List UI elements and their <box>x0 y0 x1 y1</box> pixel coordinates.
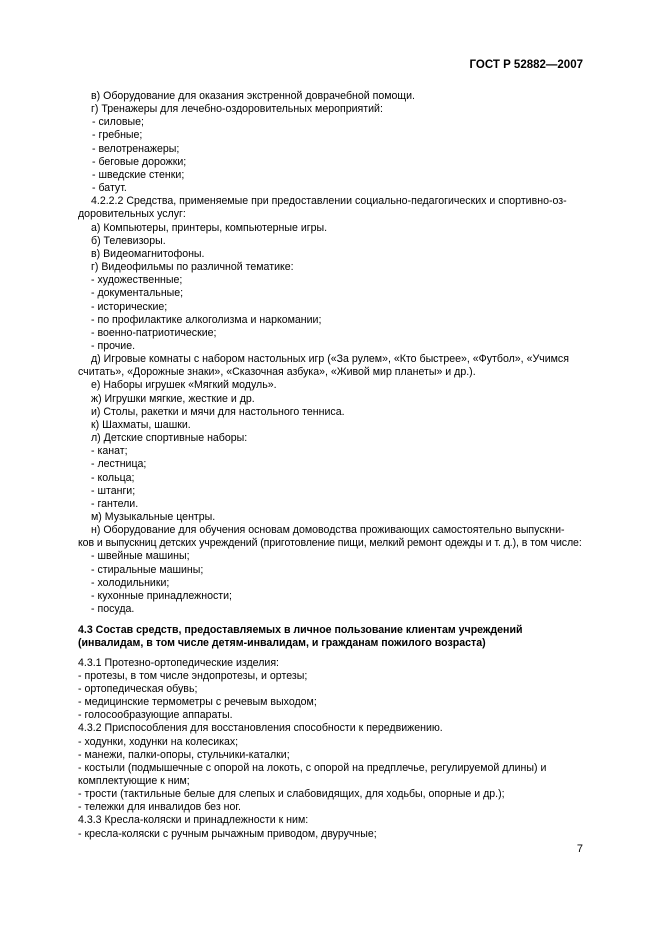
paragraph-line: доровительных услуг: <box>78 208 186 221</box>
list-item: г) Тренажеры для лечебно-оздоровительных мероприятий: <box>91 103 383 116</box>
list-item: - кресла-коляски с ручным рычажным приводом, двуручные; <box>78 827 377 840</box>
document-header: ГОСТ Р 52882—2007 <box>469 59 583 71</box>
list-item: ж) Игрушки мягкие, жесткие и др. <box>91 392 255 405</box>
list-item: комплектующие к ним; <box>78 774 190 787</box>
list-item: б) Телевизоры. <box>91 234 166 247</box>
list-item: м) Музыкальные центры. <box>91 511 216 523</box>
list-item: - силовые; <box>92 116 144 129</box>
list-item: в) Оборудование для оказания экстренной доврачебной помощи. <box>91 90 416 102</box>
list-item: - прочие. <box>91 339 136 352</box>
list-item: е) Наборы игрушек «Мягкий модуль». <box>91 379 277 392</box>
document-body <box>78 90 583 841</box>
paragraph-line: д) Игровые комнаты с набором настольных игр («За рулем», «Кто быстрее», «Футбол», «Учимся <box>91 353 569 366</box>
page-number: 7 <box>576 843 583 855</box>
list-item: к) Шахматы, шашки. <box>91 418 191 431</box>
list-item: в) Видеомагнитофоны. <box>91 247 205 260</box>
list-item: - тележки для инвалидов без ног. <box>78 801 241 814</box>
list-item: л) Детские спортивные наборы: <box>91 432 248 445</box>
section-gap <box>78 616 583 624</box>
paragraph-line: н) Оборудование для обучения основам домоводства проживающих самостоятельно выпускни- <box>91 524 565 537</box>
subsection-title: 4.3.2 Приспособления для восстановления способности к передвижению. <box>78 722 443 735</box>
list-item: - ходунки, ходунки на колесиках; <box>78 735 239 748</box>
subsection-title: 4.3.1 Протезно-ортопедические изделия: <box>78 656 279 669</box>
list-item: - исторические; <box>91 300 168 313</box>
list-item: - беговые дорожки; <box>92 155 187 168</box>
list-item: - кухонные принадлежности; <box>91 589 233 602</box>
list-item: - кольца; <box>91 471 135 484</box>
paragraph-line: 4.2.2.2 Средства, применяемые при предоставлении социально-педагогических и спортивно-оз- <box>91 195 567 208</box>
list-item: - швейные машины; <box>91 550 190 563</box>
list-item: - голосообразующие аппараты. <box>78 709 233 722</box>
section-heading: 4.3 Состав средств, предоставляемых в личное пользование клиентам учреждений <box>78 624 523 637</box>
list-item: - канат; <box>91 445 128 458</box>
list-item: г) Видеофильмы по различной тематике: <box>91 261 294 274</box>
list-item: - штанги; <box>91 484 136 497</box>
list-item: - гребные; <box>92 129 143 142</box>
list-item: - медицинские термометры с речевым выходом; <box>78 696 317 709</box>
list-item: - военно-патриотические; <box>91 326 217 339</box>
list-item: - костыли (подмышечные с опорой на локоть, с опорой на предплечье, регулируемой длины) и <box>78 761 547 774</box>
list-item: - документальные; <box>91 287 184 300</box>
section-heading: (инвалидам, в том числе детям-инвалидам, и гражданам пожилого возраста) <box>78 637 486 650</box>
list-item: - протезы, в том числе эндопротезы, и ортезы; <box>78 669 308 682</box>
paragraph-line: ков и выпускниц детских учреждений (приготовление пищи, мелкий ремонт одежды и т. д.), в том числе: <box>78 537 582 550</box>
list-item: - батут. <box>92 182 127 195</box>
list-item: - посуда. <box>91 603 135 616</box>
list-item: - стиральные машины; <box>91 563 204 576</box>
list-item: а) Компьютеры, принтеры, компьютерные игры. <box>91 221 328 234</box>
list-item: - велотренажеры; <box>92 142 180 155</box>
list-item: - трости (тактильные белые для слепых и слабовидящих, для ходьбы, опорные и др.); <box>78 788 505 801</box>
list-item: и) Столы, ракетки и мячи для настольного тенниса. <box>91 405 345 418</box>
list-item: - художественные; <box>91 274 183 287</box>
list-item: - по профилактике алкоголизма и наркомании; <box>91 313 322 326</box>
subsection-title: 4.3.3 Кресла-коляски и принадлежности к ним: <box>78 814 309 827</box>
list-item: - холодильники; <box>91 576 170 589</box>
paragraph-line: считать», «Дорожные знаки», «Сказочная азбука», «Живой мир планеты» и др.). <box>78 366 476 379</box>
list-item: - гантели. <box>91 497 139 510</box>
list-item: - шведские стенки; <box>92 168 185 181</box>
list-item: - ортопедическая обувь; <box>78 682 198 695</box>
list-item: - лестница; <box>91 458 147 471</box>
list-item: - манежи, палки-опоры, стульчики-каталки; <box>78 748 290 761</box>
